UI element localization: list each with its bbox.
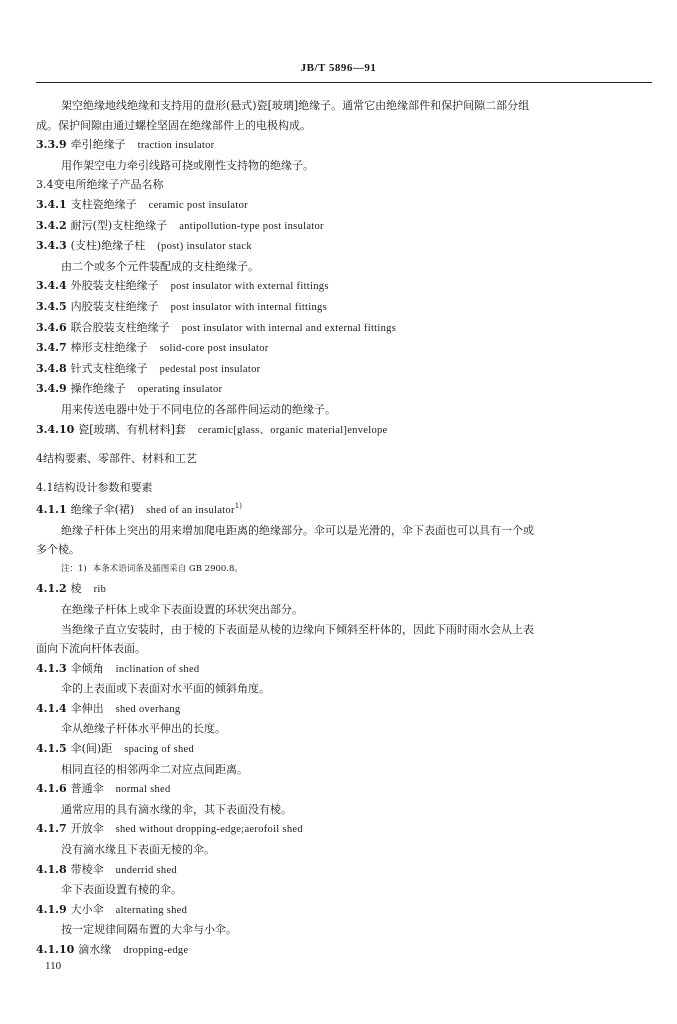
term-english: post insulator with internal and external fittings bbox=[181, 322, 397, 334]
term-entry bbox=[36, 497, 652, 520]
page-header: JB/T 5896—91 bbox=[300, 62, 377, 74]
term-entry bbox=[36, 236, 652, 257]
term-entry bbox=[36, 940, 652, 961]
term-entry bbox=[36, 135, 652, 156]
section-title: 变电所绝缘子产品名称 bbox=[53, 178, 164, 192]
section-heading bbox=[36, 175, 652, 195]
term-number: 3.4.9 bbox=[36, 382, 67, 396]
term-number: 3.4.7 bbox=[36, 341, 67, 355]
term-chinese: 耐污(型)支柱绝缘子 bbox=[70, 218, 168, 232]
term-entry bbox=[36, 819, 652, 840]
section-gap bbox=[36, 440, 652, 449]
term-chinese: 联合胶装支柱绝缘子 bbox=[70, 320, 170, 334]
section-heading bbox=[36, 449, 652, 469]
term-number: 4.1.3 bbox=[36, 661, 67, 675]
header-rule bbox=[36, 82, 652, 83]
term-number: 3.4.1 bbox=[36, 197, 67, 211]
term-english: rib bbox=[93, 584, 107, 596]
term-number: 4.1.10 bbox=[36, 943, 75, 956]
term-english: shed overhang bbox=[115, 703, 181, 715]
term-english: traction insulator bbox=[137, 140, 215, 152]
term-english: antipollution-type post insulator bbox=[179, 220, 324, 232]
paragraph-line: 绝缘子杆体上突出的用来增加爬电距离的绝缘部分。伞可以是光滑的，伞下表面也可以具有一个或 bbox=[61, 523, 534, 537]
paragraph-line: 用作架空电力牵引线路可挠或刚性支持物的绝缘子。 bbox=[61, 158, 314, 172]
term-english: ceramic post insulator bbox=[148, 199, 248, 211]
term-number: 4.1.4 bbox=[36, 701, 67, 715]
term-chinese: 棒形支柱绝缘子 bbox=[70, 341, 148, 355]
paragraph-line: 按一定规律间隔布置的大伞与小伞。 bbox=[61, 923, 237, 937]
term-english: normal shed bbox=[115, 784, 171, 796]
term-english: (post) insulator stack bbox=[157, 241, 252, 253]
term-number: 3.4.4 bbox=[36, 279, 67, 293]
paragraph-line: 由二个或多个元件装配成的支柱绝缘子。 bbox=[61, 259, 259, 273]
term-number: 3.4.2 bbox=[36, 218, 67, 232]
paragraph-line: 伞的上表面或下表面对水平面的倾斜角度。 bbox=[61, 682, 270, 696]
term-chinese: 外胶装支柱绝缘子 bbox=[70, 279, 159, 293]
term-english: shed of an insulator bbox=[146, 504, 235, 516]
term-english: pedestal post insulator bbox=[159, 363, 261, 375]
term-english: spacing of shed bbox=[124, 744, 195, 756]
footnote bbox=[36, 560, 652, 580]
term-chinese: 绝缘子伞(裙) bbox=[70, 502, 135, 516]
term-entry bbox=[36, 420, 652, 441]
term-chinese: 棱 bbox=[70, 582, 82, 596]
section-gap bbox=[36, 469, 652, 478]
term-chinese: 伞伸出 bbox=[70, 701, 104, 715]
term-entry bbox=[36, 338, 652, 359]
paragraph-continuation: 面向下流向杆体表面。 bbox=[36, 642, 146, 656]
term-number: 4.1.6 bbox=[36, 782, 67, 796]
section-number: 3.4 bbox=[36, 178, 54, 192]
term-chinese: 滴水缘 bbox=[78, 943, 112, 956]
document-body bbox=[36, 96, 652, 961]
term-english: alternating shed bbox=[115, 904, 188, 916]
term-chinese: (支柱)绝缘子柱 bbox=[70, 239, 146, 253]
section-number: 4.1 bbox=[36, 480, 54, 494]
paragraph-line: 相同直径的相邻两伞二对应点间距离。 bbox=[61, 762, 248, 776]
term-chinese: 开放伞 bbox=[70, 822, 104, 836]
page-number: 110 bbox=[45, 960, 62, 972]
paragraph-continuation: 多个棱。 bbox=[36, 543, 80, 557]
section-title: 结构要素、零部件、材料和工艺 bbox=[43, 452, 197, 466]
term-entry bbox=[36, 297, 652, 318]
term-number: 3.4.10 bbox=[36, 422, 75, 436]
paragraph-line: 没有滴水缘且下表面无棱的伞。 bbox=[61, 843, 215, 857]
term-chinese: 牵引绝缘子 bbox=[70, 138, 126, 152]
term-entry bbox=[36, 195, 652, 216]
paragraph-line: 伞下表面设置有棱的伞。 bbox=[61, 883, 182, 897]
term-english: solid-core post insulator bbox=[159, 343, 269, 355]
term-chinese: 支柱瓷绝缘子 bbox=[70, 197, 137, 211]
term-entry bbox=[36, 900, 652, 921]
term-chinese: 针式支柱绝缘子 bbox=[70, 361, 148, 375]
term-entry bbox=[36, 318, 652, 339]
term-number: 3.4.8 bbox=[36, 361, 67, 375]
term-chinese: 内胶装支柱绝缘子 bbox=[70, 299, 159, 313]
paragraph-line: 通常应用的具有滴水缘的伞，其下表面没有棱。 bbox=[61, 802, 292, 816]
paragraph-continuation: 成。保护间隙由通过螺栓坚固在绝缘部件上的电极构成。 bbox=[36, 118, 311, 132]
term-chinese: 操作绝缘子 bbox=[70, 382, 126, 396]
term-entry bbox=[36, 379, 652, 400]
paragraph-line: 当绝缘子直立安装时，由于棱的下表面是从棱的边缘向下倾斜至杆体的，因此下雨时雨水会从上表 bbox=[61, 622, 534, 636]
section-number: 4 bbox=[36, 452, 43, 466]
term-entry bbox=[36, 739, 652, 760]
term-number: 4.1.5 bbox=[36, 742, 67, 756]
term-number: 3.4.3 bbox=[36, 239, 67, 253]
term-entry bbox=[36, 276, 652, 297]
term-entry bbox=[36, 216, 652, 237]
term-chinese: 伞(间)距 bbox=[70, 742, 113, 756]
term-chinese: 普通伞 bbox=[70, 782, 104, 796]
term-number: 4.1.9 bbox=[36, 902, 67, 916]
term-english: shed without dropping-edge;aerofoil shed bbox=[115, 824, 303, 836]
paragraph-line: 用来传送电器中处于不同电位的各部件间运动的绝缘子。 bbox=[61, 402, 336, 416]
term-entry bbox=[36, 659, 652, 680]
term-number: 4.1.7 bbox=[36, 822, 67, 836]
footnote-text: 本条术语词条及插图采自 GB 2900.8。 bbox=[92, 563, 243, 574]
term-number: 3.4.6 bbox=[36, 320, 67, 334]
term-number: 4.1.2 bbox=[36, 582, 67, 596]
footnote-label: 注：1) bbox=[61, 563, 87, 574]
term-number: 3.4.5 bbox=[36, 299, 67, 313]
term-english: ceramic[glass、organic material]envelope bbox=[197, 424, 388, 436]
term-entry bbox=[36, 699, 652, 720]
paragraph-line: 架空绝缘地线绝缘和支持用的盘形(悬式)瓷[玻璃]绝缘子。通常它由绝缘部件和保护间隙二部分组 bbox=[61, 99, 530, 112]
section-heading bbox=[36, 478, 652, 498]
term-english: underrid shed bbox=[115, 864, 177, 876]
term-entry bbox=[36, 359, 652, 380]
term-chinese: 伞倾角 bbox=[70, 661, 104, 675]
term-english: post insulator with external fittings bbox=[170, 281, 329, 293]
term-number: 3.3.9 bbox=[36, 138, 67, 152]
term-chinese: 瓷[玻璃、有机材料]套 bbox=[78, 422, 186, 436]
term-english: post insulator with internal fittings bbox=[170, 301, 327, 313]
term-chinese: 大小伞 bbox=[70, 902, 104, 916]
term-number: 4.1.8 bbox=[36, 862, 67, 876]
footnote-marker: 1) bbox=[234, 502, 242, 511]
term-entry bbox=[36, 779, 652, 800]
section-title: 结构设计参数和要素 bbox=[53, 480, 153, 494]
paragraph-line: 在绝缘子杆体上或伞下表面设置的环状突出部分。 bbox=[61, 602, 303, 616]
term-number: 4.1.1 bbox=[36, 502, 67, 516]
term-entry bbox=[36, 860, 652, 881]
paragraph-line: 伞从绝缘子杆体水平伸出的长度。 bbox=[61, 722, 226, 736]
term-entry bbox=[36, 579, 652, 600]
term-english: dropping-edge bbox=[123, 945, 189, 956]
term-chinese: 带棱伞 bbox=[70, 862, 104, 876]
term-english: operating insulator bbox=[137, 384, 223, 396]
term-english: inclination of shed bbox=[115, 663, 200, 675]
